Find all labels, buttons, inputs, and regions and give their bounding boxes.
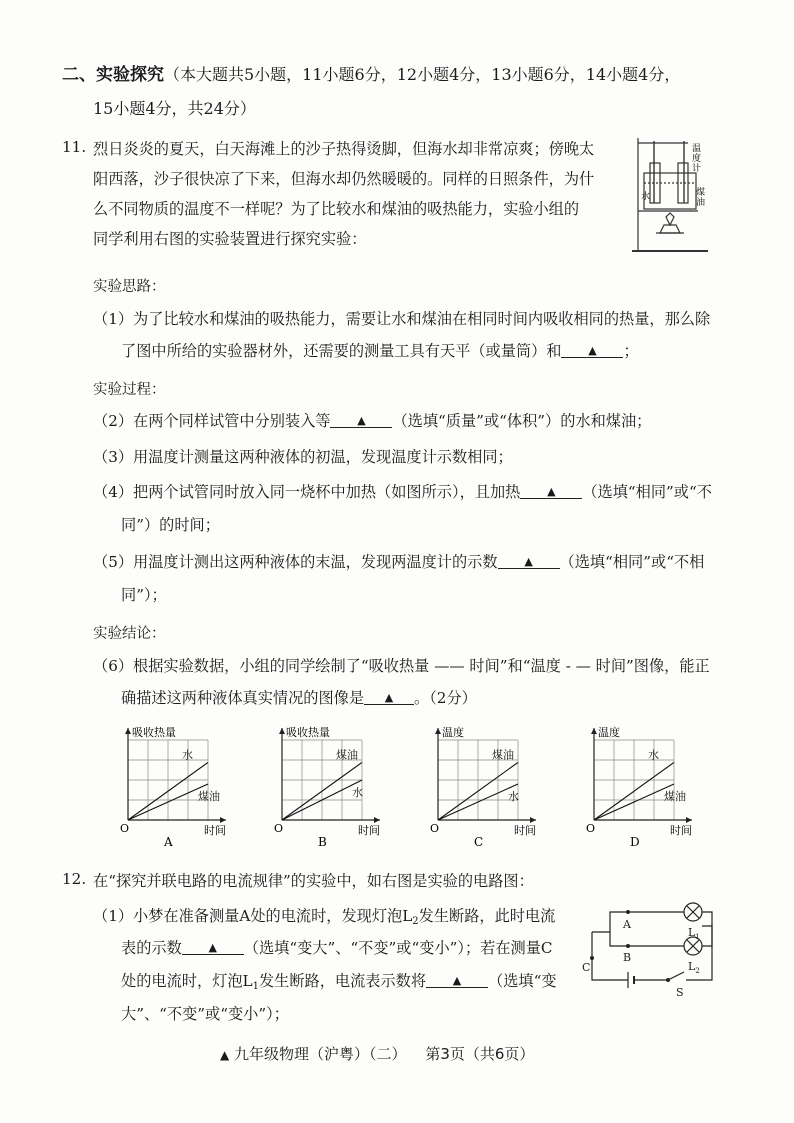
section-desc-1: （本大题共5小题，11小题6分，12小题4分，13小题6分，14小题4分，	[164, 65, 681, 84]
section-header-line1	[62, 58, 742, 92]
blank-mark-icon: ▲	[208, 941, 217, 954]
node-c	[590, 956, 594, 960]
y-axis-arrow-icon	[279, 728, 285, 734]
q12-intro: 在“探究并联电路的电流规律”的实验中，如右图是实验的电路图：	[93, 872, 534, 890]
origin-label: O	[120, 822, 130, 835]
series-label: 水	[648, 748, 659, 762]
wire-right-branch	[702, 912, 712, 946]
q12-number: 12.	[62, 870, 87, 888]
q12-p1-e: 处的电流时，灯泡L	[121, 972, 253, 990]
blank-mark-icon: ▲	[547, 485, 556, 498]
y-axis-arrow-icon	[435, 728, 441, 734]
label-l2-sub: 2	[695, 967, 700, 975]
answer-blank-3[interactable]	[520, 483, 582, 499]
label-water: 水	[641, 192, 651, 202]
label-l1-sub: 1	[695, 933, 700, 941]
y-axis-arrow-icon	[591, 728, 597, 734]
q11-intro-2: 阳西落，沙子很快凉了下来，但海水却仍然暖暖的。同样的日照条件，为什	[93, 170, 595, 188]
q12-p1-line1	[93, 905, 555, 927]
section-header-line2	[62, 92, 742, 126]
series-label: 煤油	[492, 748, 514, 762]
switch-blade	[668, 972, 684, 980]
q11-intro-1: 烈日炎炎的夏天，白天海滩上的沙子热得烫脚，但海水却非常凉爽；傍晚太	[93, 140, 595, 158]
q12-p1-d: （选填“变大”、“不变”或“变小”）；若在测量C	[243, 939, 553, 957]
q11-p2	[93, 410, 651, 431]
label-thermometer-3: 计	[692, 164, 702, 174]
label-thermometer-2: 度	[692, 154, 702, 164]
footer-logo-icon: ▲	[220, 1048, 230, 1062]
q11-number: 11.	[62, 138, 87, 156]
heading-process: 实验过程：	[93, 382, 166, 398]
answer-blank-5[interactable]	[364, 689, 414, 705]
x-axis-arrow-icon	[374, 817, 380, 823]
flame-icon	[666, 213, 674, 225]
q11-p2-b: （选填“质量”或“体积”）的水和煤油；	[392, 412, 652, 430]
x-axis-label: 时间	[204, 824, 226, 837]
blank-mark-icon: ▲	[452, 974, 462, 987]
y-axis-label: 温度	[598, 726, 620, 739]
y-axis-arrow-icon	[125, 728, 131, 734]
graph-c	[428, 720, 548, 850]
q11-p6-c: 。（2分）	[414, 689, 477, 707]
footer-page: 第3页（共6页）	[425, 1045, 535, 1063]
test-tube-water	[650, 163, 660, 203]
switch-pivot	[666, 978, 670, 982]
graph-d	[584, 720, 704, 850]
q12-p1-c: 表的示数	[121, 939, 182, 957]
q11-p1-a: （1）为了比较水和煤油的吸热能力，需要让水和煤油在相同时间内吸收相同的热量，那么除	[93, 310, 711, 328]
label-l2-main: L	[688, 960, 696, 973]
blank-mark-icon: ▲	[357, 414, 366, 427]
label-l1-main: L	[688, 926, 696, 939]
q12-p1-line3	[121, 970, 557, 992]
series-label: 煤油	[336, 748, 358, 762]
q11-p4-c: 同”）的时间；	[121, 516, 220, 534]
wire-mid-l2	[610, 932, 684, 946]
q12-p1-b: 发生断路，此时电流	[418, 907, 556, 925]
answer-blank-7[interactable]	[426, 972, 488, 988]
heading-idea: 实验思路：	[93, 279, 166, 295]
blank-mark-icon: ▲	[524, 555, 533, 568]
node-b	[626, 944, 630, 948]
graph-a	[118, 720, 238, 850]
q11-p1-end: ；	[623, 342, 639, 360]
q12-p1-sub2: 1	[252, 981, 259, 992]
q11-p6-a: （6）根据实验数据，小组的同学绘制了“吸收热量 —— 时间”和“温度 - — 时间”图像，能正	[93, 657, 710, 675]
apparatus-figure	[630, 133, 712, 263]
origin-label: O	[586, 822, 596, 835]
q12-p1-a: （1）小梦在准备测量A处的电流时，发现灯泡L	[93, 907, 413, 925]
test-tube-kerosene	[678, 163, 688, 203]
x-axis-label: 时间	[358, 824, 380, 837]
section-header	[62, 58, 742, 126]
label-a: A	[623, 918, 631, 931]
x-axis-label: 时间	[514, 824, 536, 837]
section-desc-2: 15小题4分，共24分）	[93, 99, 256, 118]
answer-blank-2[interactable]	[330, 412, 392, 428]
q11-intro-4: 同学利用右图的实验装置进行探究实验：	[93, 230, 367, 248]
graph-letter: D	[630, 835, 640, 849]
graph-letter: A	[164, 835, 173, 849]
series-label: 水	[352, 786, 363, 799]
q11-p1-b: 了图中所给的实验器材外，还需要的测量工具有天平（或量筒）和	[121, 342, 562, 360]
graph-b	[272, 720, 392, 850]
label-s: S	[676, 986, 684, 999]
q11-p4-b: （选填“相同”或“不	[582, 483, 712, 501]
wire-top-l1	[592, 912, 684, 932]
label-l2	[688, 960, 700, 975]
label-b: B	[623, 951, 632, 964]
q11-p6-line2	[121, 687, 477, 708]
series-label: 水	[182, 748, 193, 762]
q11-p2-a: （2）在两个同样试管中分别装入等	[93, 412, 331, 430]
node-a	[626, 910, 630, 914]
section-title: 二、实验探究	[62, 65, 164, 85]
q11-intro-3: 么不同物质的温度不一样呢？为了比较水和煤油的吸热能力，实验小组的	[93, 200, 579, 218]
q11-p6-b: 确描述这两种液体真实情况的图像是	[121, 689, 364, 707]
answer-blank-4[interactable]	[498, 553, 560, 569]
blank-mark-icon: ▲	[384, 691, 394, 704]
label-kerosene-1: 煤	[696, 188, 706, 198]
circuit-diagram	[580, 898, 720, 1004]
q11-p5-b: （选填“相同”或“不相	[559, 553, 705, 571]
origin-label: O	[430, 822, 440, 835]
q11-p4-a: （4）把两个试管同时放入同一烧杯中加热（如图所示），且加热	[93, 483, 521, 501]
graph-letter: B	[318, 835, 327, 849]
heading-conclusion: 实验结论：	[93, 626, 166, 642]
q11-p1-line2	[121, 340, 639, 361]
series-label: 水	[508, 790, 519, 803]
origin-label: O	[274, 822, 284, 835]
q12-p1-g: （选填“变	[488, 972, 557, 990]
answer-blank-6[interactable]	[182, 939, 244, 955]
q11-p5	[93, 551, 704, 572]
q11-p3: （3）用温度计测量这两种液体的初温，发现温度计示数相同；	[93, 448, 513, 466]
x-axis-arrow-icon	[530, 817, 536, 823]
label-thermometer-1: 温	[692, 144, 702, 154]
series-label: 煤油	[198, 790, 220, 803]
label-l1	[688, 926, 700, 941]
label-kerosene-2: 油	[696, 198, 706, 208]
graph-letter: C	[474, 835, 484, 849]
q12-p1-sub: 2	[412, 916, 419, 927]
footer-title: 九年级物理（沪粤）（二）	[234, 1045, 407, 1063]
answer-blank-1[interactable]	[561, 342, 623, 358]
x-axis-arrow-icon	[220, 817, 226, 823]
series-label: 煤油	[664, 790, 686, 803]
q11-p4	[93, 481, 712, 502]
q12-p1-h: 大”、“不变”或“变小”）；	[121, 1005, 289, 1023]
q12-p1-f: 发生断路，电流表示数将	[258, 972, 427, 990]
blank-mark-icon: ▲	[588, 344, 597, 357]
y-axis-label: 吸收热量	[132, 726, 176, 739]
y-axis-label: 温度	[442, 726, 464, 739]
q12-p1-line2	[121, 937, 553, 958]
y-axis-label: 吸收热量	[286, 726, 330, 739]
q11-p5-c: 同”）；	[121, 586, 167, 604]
x-axis-label: 时间	[670, 824, 692, 837]
x-axis-arrow-icon	[686, 817, 692, 823]
label-c: C	[582, 961, 591, 974]
page-footer	[220, 1043, 534, 1064]
q11-p5-a: （5）用温度计测出这两种液体的末温，发现两温度计的示数	[93, 553, 498, 571]
